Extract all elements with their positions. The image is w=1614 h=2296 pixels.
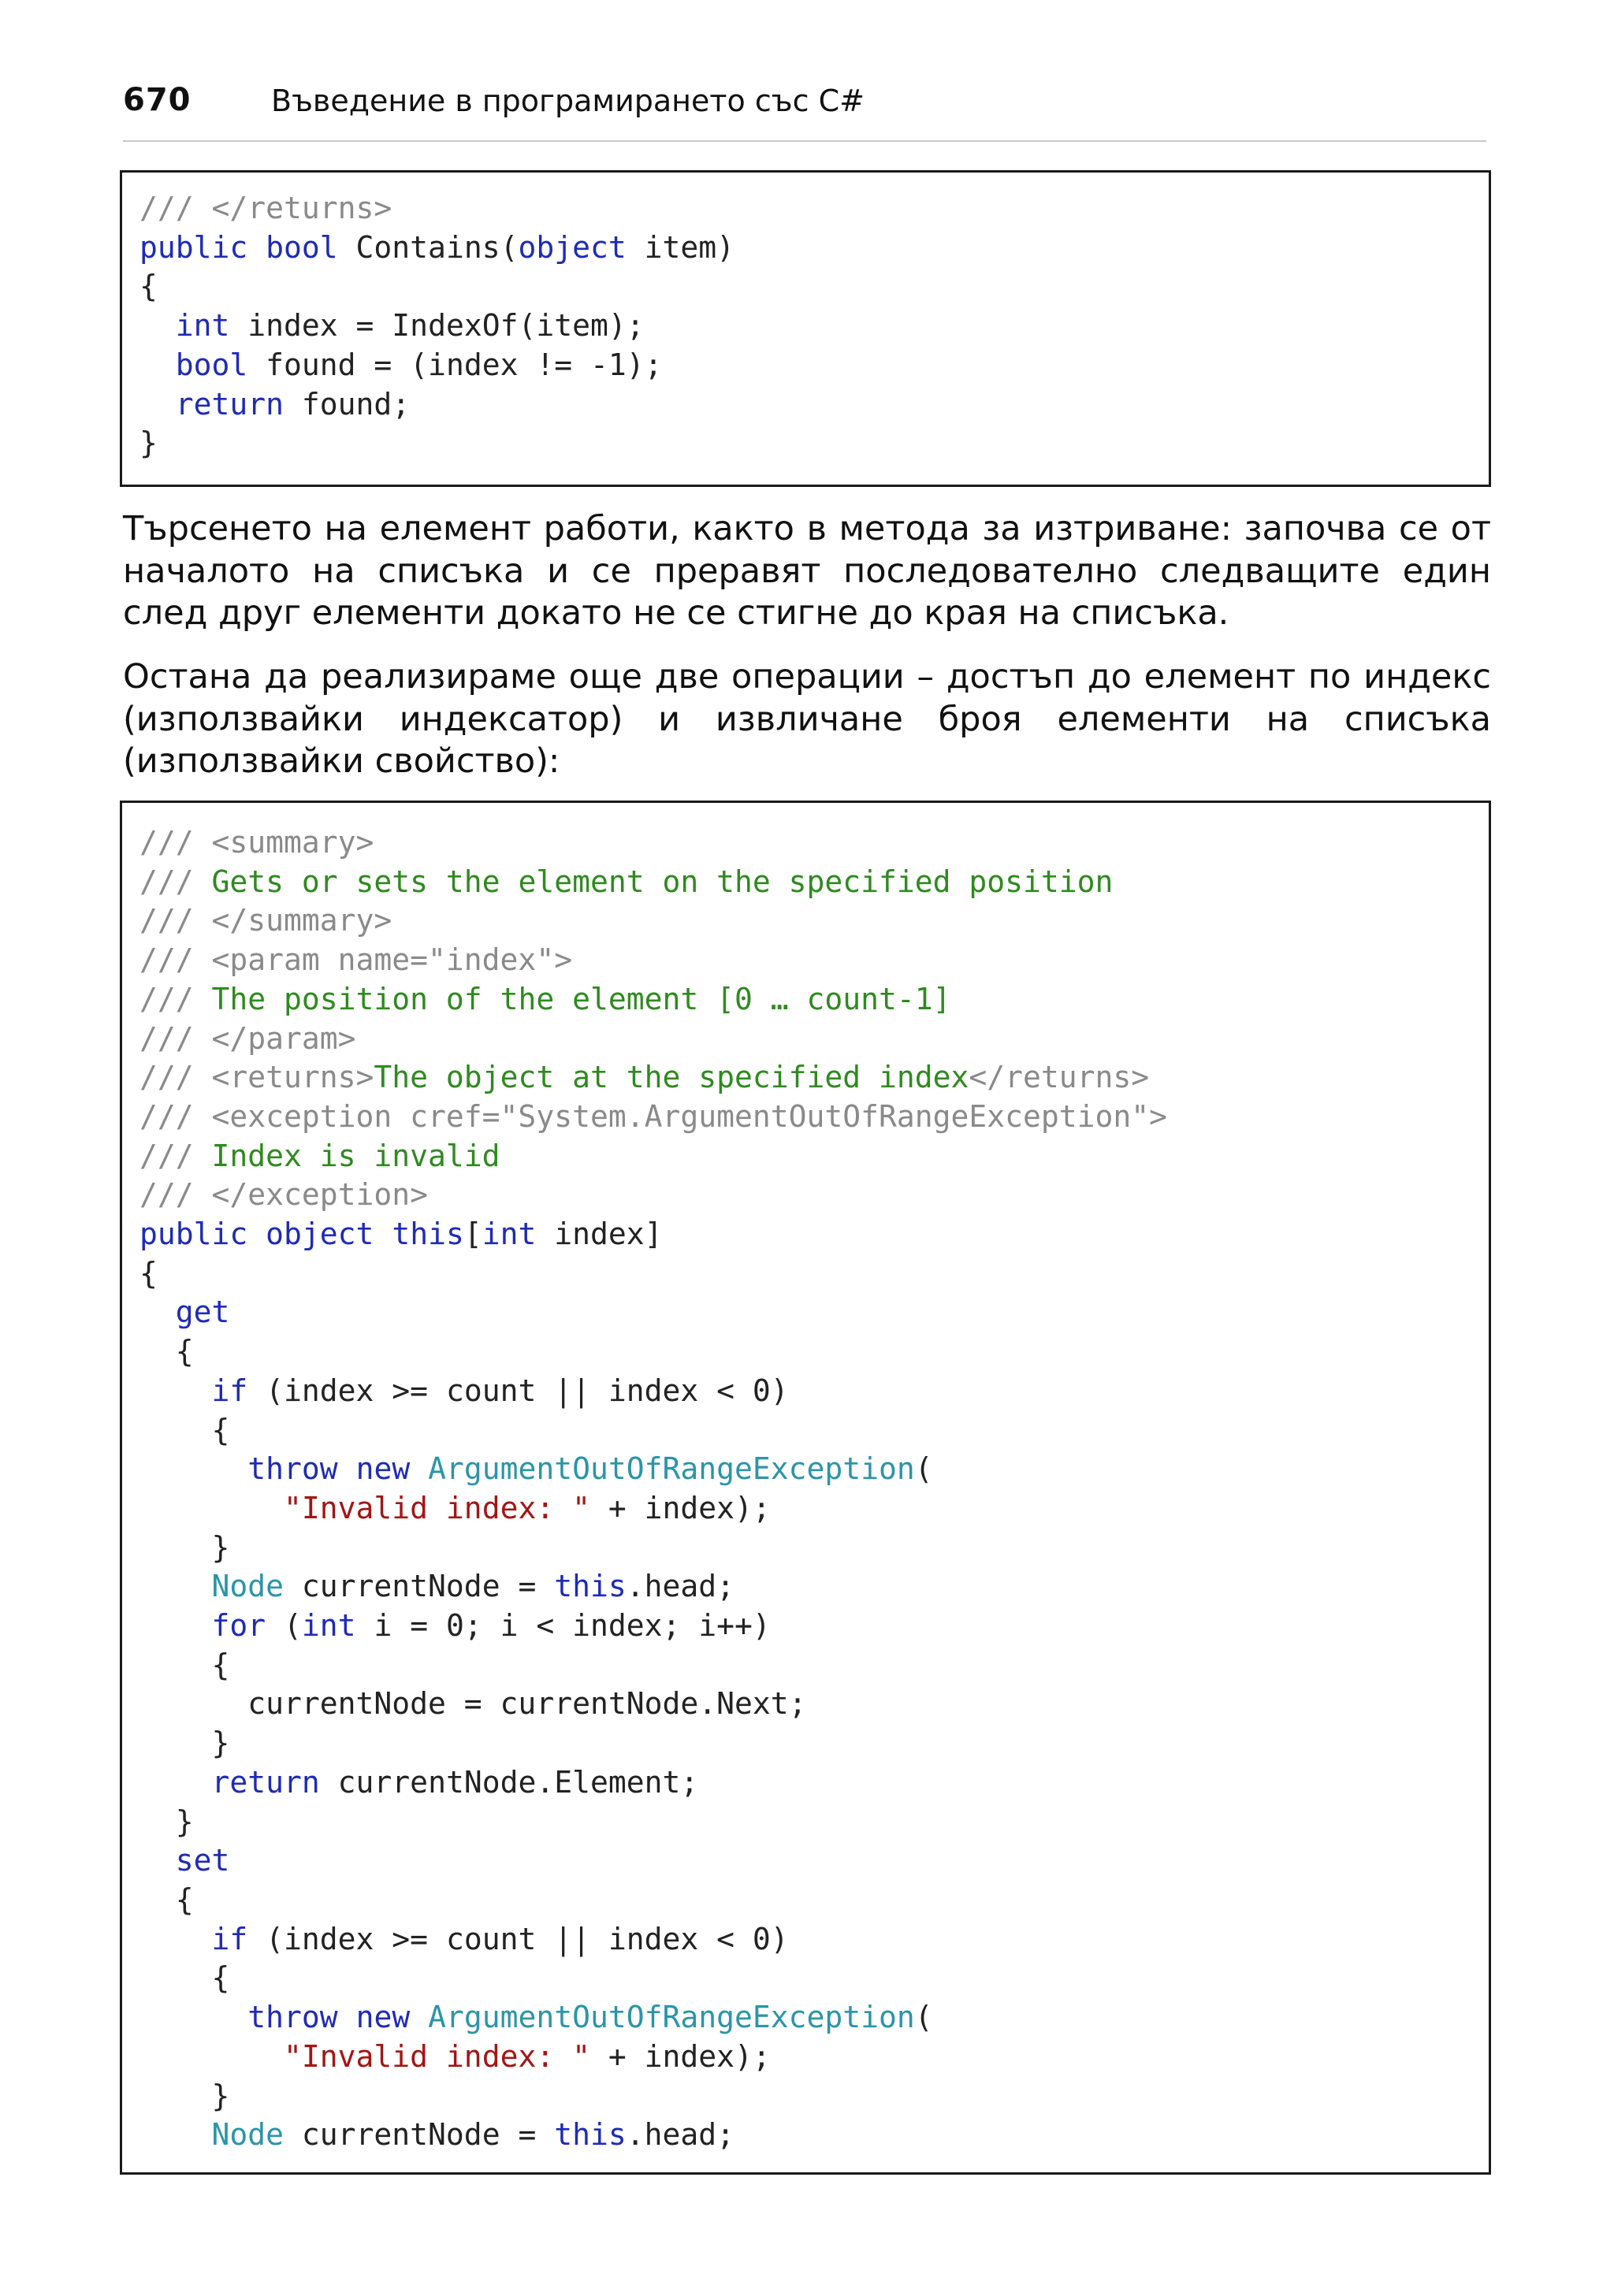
code-token-keyword: if <box>211 1373 248 1408</box>
code-token-string-literal: "Invalid index: " <box>284 2038 590 2074</box>
code-line <box>139 387 410 422</box>
code-line <box>139 1765 698 1800</box>
code-token-code-text: .head; <box>626 2117 734 2153</box>
code-token-code-text: } <box>139 1804 194 1839</box>
code-listing <box>139 823 1167 2155</box>
code-token-doc-comment: </returns> <box>969 1060 1150 1095</box>
code-token-code-text <box>139 1608 212 1643</box>
page-header <box>123 79 1486 142</box>
code-token-doc-comment: /// </summary> <box>139 903 392 938</box>
code-token-code-text: found; <box>284 386 411 422</box>
code-token-code-text: i = 0; i < index; i++) <box>355 1608 771 1644</box>
code-line <box>139 903 392 938</box>
code-token-keyword: object <box>518 229 627 265</box>
code-token-code-text <box>139 2000 247 2034</box>
code-token-keyword: this <box>554 2117 627 2153</box>
code-line <box>139 1608 771 1643</box>
code-token-type-name: ArgumentOutOfRangeException <box>428 2000 915 2035</box>
code-token-doc-comment: /// <returns> <box>139 1060 374 1095</box>
code-token-comment-text: Index is invalid <box>211 1138 500 1173</box>
code-line <box>139 191 392 225</box>
code-line <box>139 2079 229 2113</box>
code-token-keyword: public <box>139 229 266 265</box>
code-token-code-text <box>139 1922 212 1956</box>
code-token-code-text <box>139 1765 212 1800</box>
code-token-keyword: int <box>175 308 230 344</box>
code-line <box>139 1256 158 1291</box>
code-token-code-text: } <box>139 2078 230 2113</box>
code-token-keyword: bool <box>175 347 248 382</box>
code-token-code-text: { <box>139 1412 230 1447</box>
code-line <box>139 2117 734 2152</box>
code-token-code-text: currentNode.Element; <box>319 1764 699 1800</box>
code-token-code-text: item) <box>626 229 735 265</box>
code-line <box>139 2039 771 2074</box>
code-line <box>139 982 951 1016</box>
code-line <box>139 1648 229 1682</box>
code-line <box>139 2000 933 2034</box>
code-token-code-text: ( <box>914 2000 933 2035</box>
code-token-code-text <box>139 2039 284 2074</box>
code-token-code-text: { <box>139 1960 230 1996</box>
code-token-type-name: Node <box>211 1569 284 1604</box>
code-token-code-text: } <box>139 425 158 461</box>
code-line <box>139 1922 789 1956</box>
code-token-keyword: int <box>301 1608 356 1644</box>
code-token-code-text: { <box>139 1255 158 1291</box>
code-line <box>139 425 158 460</box>
code-token-code-text: [ <box>463 1217 482 1252</box>
code-token-code-text: index = IndexOf(item); <box>229 308 645 344</box>
code-token-keyword: this <box>554 1569 627 1604</box>
page-number: 670 <box>123 82 192 118</box>
code-line <box>139 1021 356 1056</box>
code-token-doc-comment: /// <param name="index"> <box>139 942 573 978</box>
code-line <box>139 230 734 265</box>
code-token-code-text <box>139 347 176 382</box>
code-token-string-literal: "Invalid index: " <box>284 1490 590 1525</box>
code-token-keyword: bool <box>266 229 338 265</box>
code-token-code-text: } <box>139 1529 230 1565</box>
code-token-keyword: if <box>211 1921 248 1956</box>
code-token-keyword: public <box>139 1217 266 1252</box>
code-line <box>139 1451 933 1486</box>
code-token-code-text <box>139 1843 176 1878</box>
code-line <box>139 864 1113 899</box>
code-token-keyword: new <box>355 2000 429 2035</box>
code-block-contains <box>120 170 1491 487</box>
code-line <box>139 1804 194 1839</box>
code-token-doc-comment: /// <box>139 981 212 1016</box>
code-token-code-text: .head; <box>626 1569 734 1604</box>
code-token-code-text <box>139 1295 176 1329</box>
code-listing <box>139 189 734 463</box>
code-token-keyword: throw <box>247 2000 356 2035</box>
code-token-code-text: + index); <box>589 1490 771 1525</box>
code-line <box>139 1530 229 1565</box>
code-line <box>139 1139 500 1173</box>
code-token-code-text: } <box>139 1726 230 1761</box>
body-paragraph: Търсенето на елемент работи, както в метода за изтриване: започва се от началото на списъка и се преравят последователно следващите един след друг елементи докато не се стигне до края на списъка. <box>123 509 1491 633</box>
code-token-keyword: int <box>482 1217 537 1252</box>
code-token-keyword: set <box>175 1843 230 1878</box>
code-token-code-text: index] <box>536 1217 663 1252</box>
code-token-code-text: { <box>139 1647 230 1682</box>
code-line <box>139 1882 194 1917</box>
code-line <box>139 942 572 977</box>
code-line <box>139 1099 1167 1134</box>
code-token-doc-comment: /// <summary> <box>139 825 374 860</box>
code-line <box>139 825 374 860</box>
code-token-code-text: found = (index != -1); <box>247 347 663 382</box>
code-token-keyword: new <box>355 1451 429 1487</box>
code-token-keyword: get <box>175 1295 230 1330</box>
code-line <box>139 1686 806 1721</box>
code-line <box>139 347 662 382</box>
code-token-code-text <box>139 1373 212 1408</box>
code-token-doc-comment: /// </returns> <box>139 191 392 225</box>
code-token-code-text: { <box>139 1334 194 1369</box>
book-title: Въведение в програмирането със C# <box>271 84 865 118</box>
code-token-code-text: ( <box>266 1608 302 1644</box>
code-line <box>139 1726 229 1760</box>
code-token-code-text: { <box>139 269 158 304</box>
code-token-doc-comment: /// </param> <box>139 1020 356 1056</box>
code-line <box>139 1413 229 1447</box>
code-token-code-text: + index); <box>589 2038 771 2074</box>
code-block-indexer <box>120 801 1491 2175</box>
code-token-code-text: currentNode = <box>284 1569 555 1604</box>
code-token-keyword: for <box>211 1608 266 1644</box>
code-token-keyword: return <box>175 386 284 422</box>
code-token-doc-comment: /// <box>139 1138 212 1173</box>
code-line <box>139 1373 789 1408</box>
code-line <box>139 1177 428 1212</box>
code-token-comment-text: The object at the specified index <box>374 1060 969 1095</box>
code-token-keyword: return <box>211 1764 320 1800</box>
code-token-code-text <box>139 1451 247 1486</box>
code-line <box>139 1295 229 1329</box>
code-line <box>139 1060 1149 1094</box>
code-token-code-text <box>139 1569 212 1603</box>
code-line <box>139 308 645 343</box>
code-token-doc-comment: /// </exception> <box>139 1177 429 1213</box>
code-token-keyword: throw <box>247 1451 356 1487</box>
code-token-code-text <box>139 387 176 422</box>
code-line <box>139 1491 771 1525</box>
code-token-keyword: this <box>392 1217 464 1252</box>
code-line <box>139 1843 229 1878</box>
code-token-code-text: ( <box>914 1451 933 1487</box>
body-paragraph: Остана да реализираме още две операции – достъп до елемент по индекс (използвайки индексатор) и извличане броя елементи на списъка (използвайки свойство): <box>123 657 1491 781</box>
code-line <box>139 1960 229 1995</box>
code-line <box>139 1217 663 1251</box>
code-line <box>139 269 158 303</box>
code-token-code-text: (index >= count || index < 0) <box>247 1921 789 1956</box>
code-token-code-text: (index >= count || index < 0) <box>247 1373 789 1408</box>
code-token-code-text: { <box>139 1882 194 1917</box>
code-token-code-text: currentNode = currentNode.Next; <box>139 1686 807 1722</box>
code-line <box>139 1334 194 1369</box>
code-token-code-text: currentNode = <box>284 2117 555 2153</box>
code-line <box>139 1569 734 1603</box>
code-token-code-text: Contains( <box>337 229 519 265</box>
code-token-code-text <box>139 1491 284 1525</box>
code-token-comment-text: Gets or sets the element on the specified position <box>211 864 1114 899</box>
code-token-comment-text: The position of the element [0 … count-1] <box>211 981 951 1016</box>
code-token-type-name: Node <box>211 2117 284 2153</box>
code-token-code-text <box>139 2117 212 2152</box>
code-token-keyword: object <box>266 1217 392 1252</box>
code-token-doc-comment: /// <exception cref="System.ArgumentOutOfRangeException"> <box>139 1098 1168 1134</box>
code-token-type-name: ArgumentOutOfRangeException <box>428 1451 915 1487</box>
code-token-doc-comment: /// <box>139 864 212 899</box>
code-token-code-text <box>139 308 176 343</box>
